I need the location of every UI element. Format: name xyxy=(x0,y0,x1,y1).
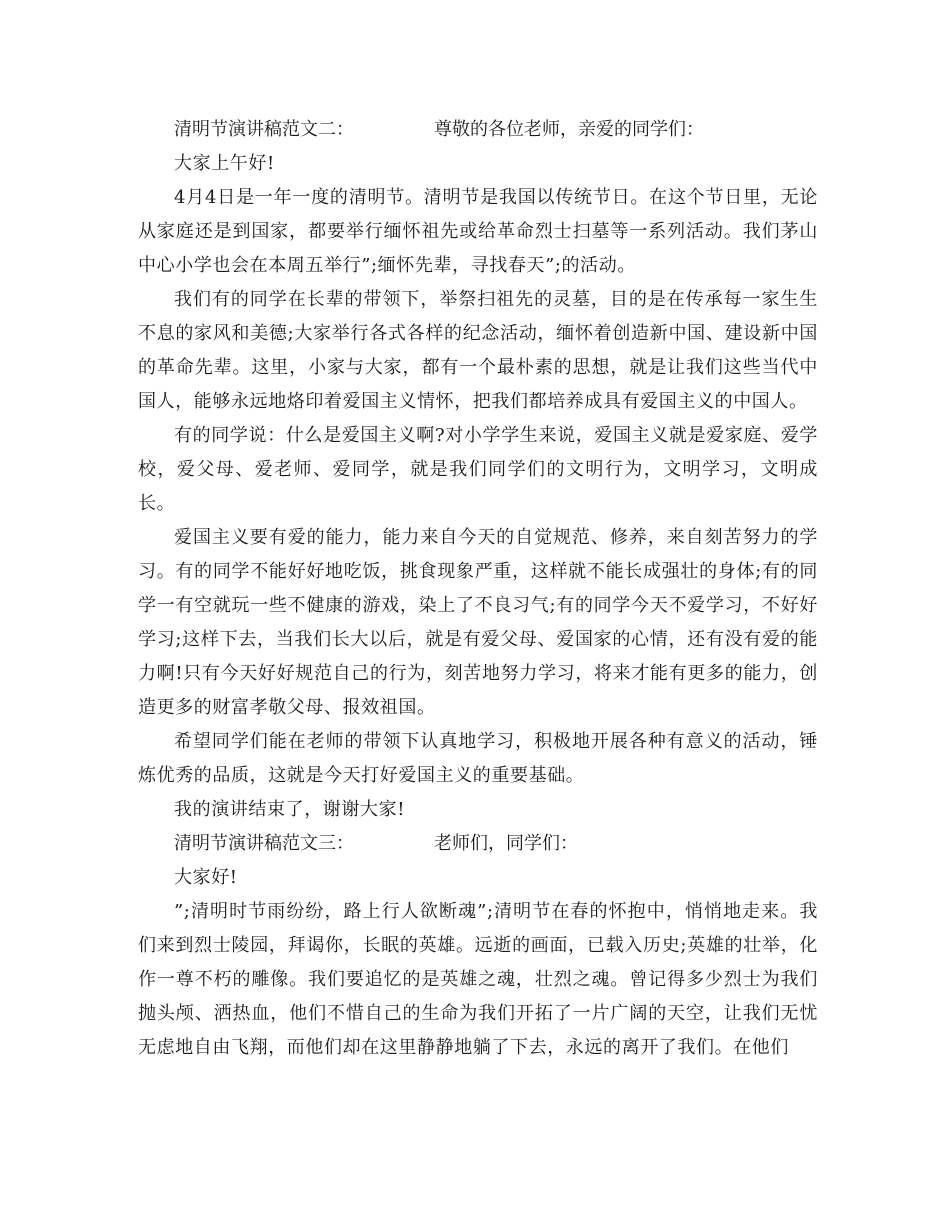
section-2-title: 清明节演讲稿范文二： xyxy=(174,119,354,140)
paragraph: 有的同学说：什么是爱国主义啊?对小学学生来说，爱国主义就是爱家庭、爱学校，爱父母、爱老师、爱同学，就是我们同学们的文明行为，文明学习，文明成长。 xyxy=(138,425,818,514)
paragraph: ”;清明时节雨纷纷，路上行人欲断魂”;清明节在春的怀抱中，悄悄地走来。我们来到烈士陵园，拜谒你，长眠的英雄。远逝的画面，已载入历史;英雄的壮举，化作一尊不朽的雕像。我们要追忆的是英雄之魂，壮烈之魂。曾记得多少烈士为我们抛头颅、洒热血，他们不惜自己的生命为我们开拓了一片广阔的天空，让我们无忧无虑地自由飞翔，而他们却在这里静静地躺了下去，永远的离开了我们。在他们 xyxy=(138,901,818,1058)
paragraph: 我们有的同学在长辈的带领下，举祭扫祖先的灵墓，目的是在传承每一家生生不息的家风和美德;大家举行各式各样的纪念活动，缅怀着创造新中国、建设新中国的革命先辈。这里，小家与大家，都有一个最朴素的思想，就是让我们这些当代中国人，能够永远地烙印着爱国主义情怀，把我们都培养成具有爱国主义的中国人。 xyxy=(138,289,818,412)
paragraph: 大家上午好! xyxy=(174,153,275,174)
section-3-title: 清明节演讲稿范文三： xyxy=(174,833,354,854)
paragraph: 我的演讲结束了，谢谢大家! xyxy=(174,799,406,820)
section-3-salutation: 老师们，同学们： xyxy=(434,833,578,854)
section-2-heading xyxy=(138,113,818,147)
document-page xyxy=(138,113,818,1065)
paragraph: 爱国主义要有爱的能力，能力来自今天的自觉规范、修养，来自刻苦努力的学习。有的同学不能好好地吃饭，挑食现象严重，这样就不能长成强壮的身体;有的同学一有空就玩一些不健康的游戏，染上了不良习气;有的同学今天不爱学习，不好好学习;这样下去，当我们长大以后，就是有爱父母、爱国家的心情，还有没有爱的能力啊!只有今天好好规范自己的行为，刻苦地努力学习，将来才能有更多的能力，创造更多的财富孝敬父母、报效祖国。 xyxy=(138,527,818,718)
section-3-heading xyxy=(138,827,818,861)
section-2-salutation: 尊敬的各位老师，亲爱的同学们： xyxy=(434,119,704,140)
paragraph: 大家好! xyxy=(174,867,238,888)
paragraph: 4月4日是一年一度的清明节。清明节是我国以传统节日。在这个节日里，无论从家庭还是到国家，都要举行缅怀祖先或给革命烈士扫墓等一系列活动。我们茅山中心小学也会在本周五举行”;缅怀先辈，寻找春天”;的活动。 xyxy=(138,187,818,276)
paragraph: 希望同学们能在老师的带领下认真地学习，积极地开展各种有意义的活动，锤炼优秀的品质，这就是今天打好爱国主义的重要基础。 xyxy=(138,731,818,786)
